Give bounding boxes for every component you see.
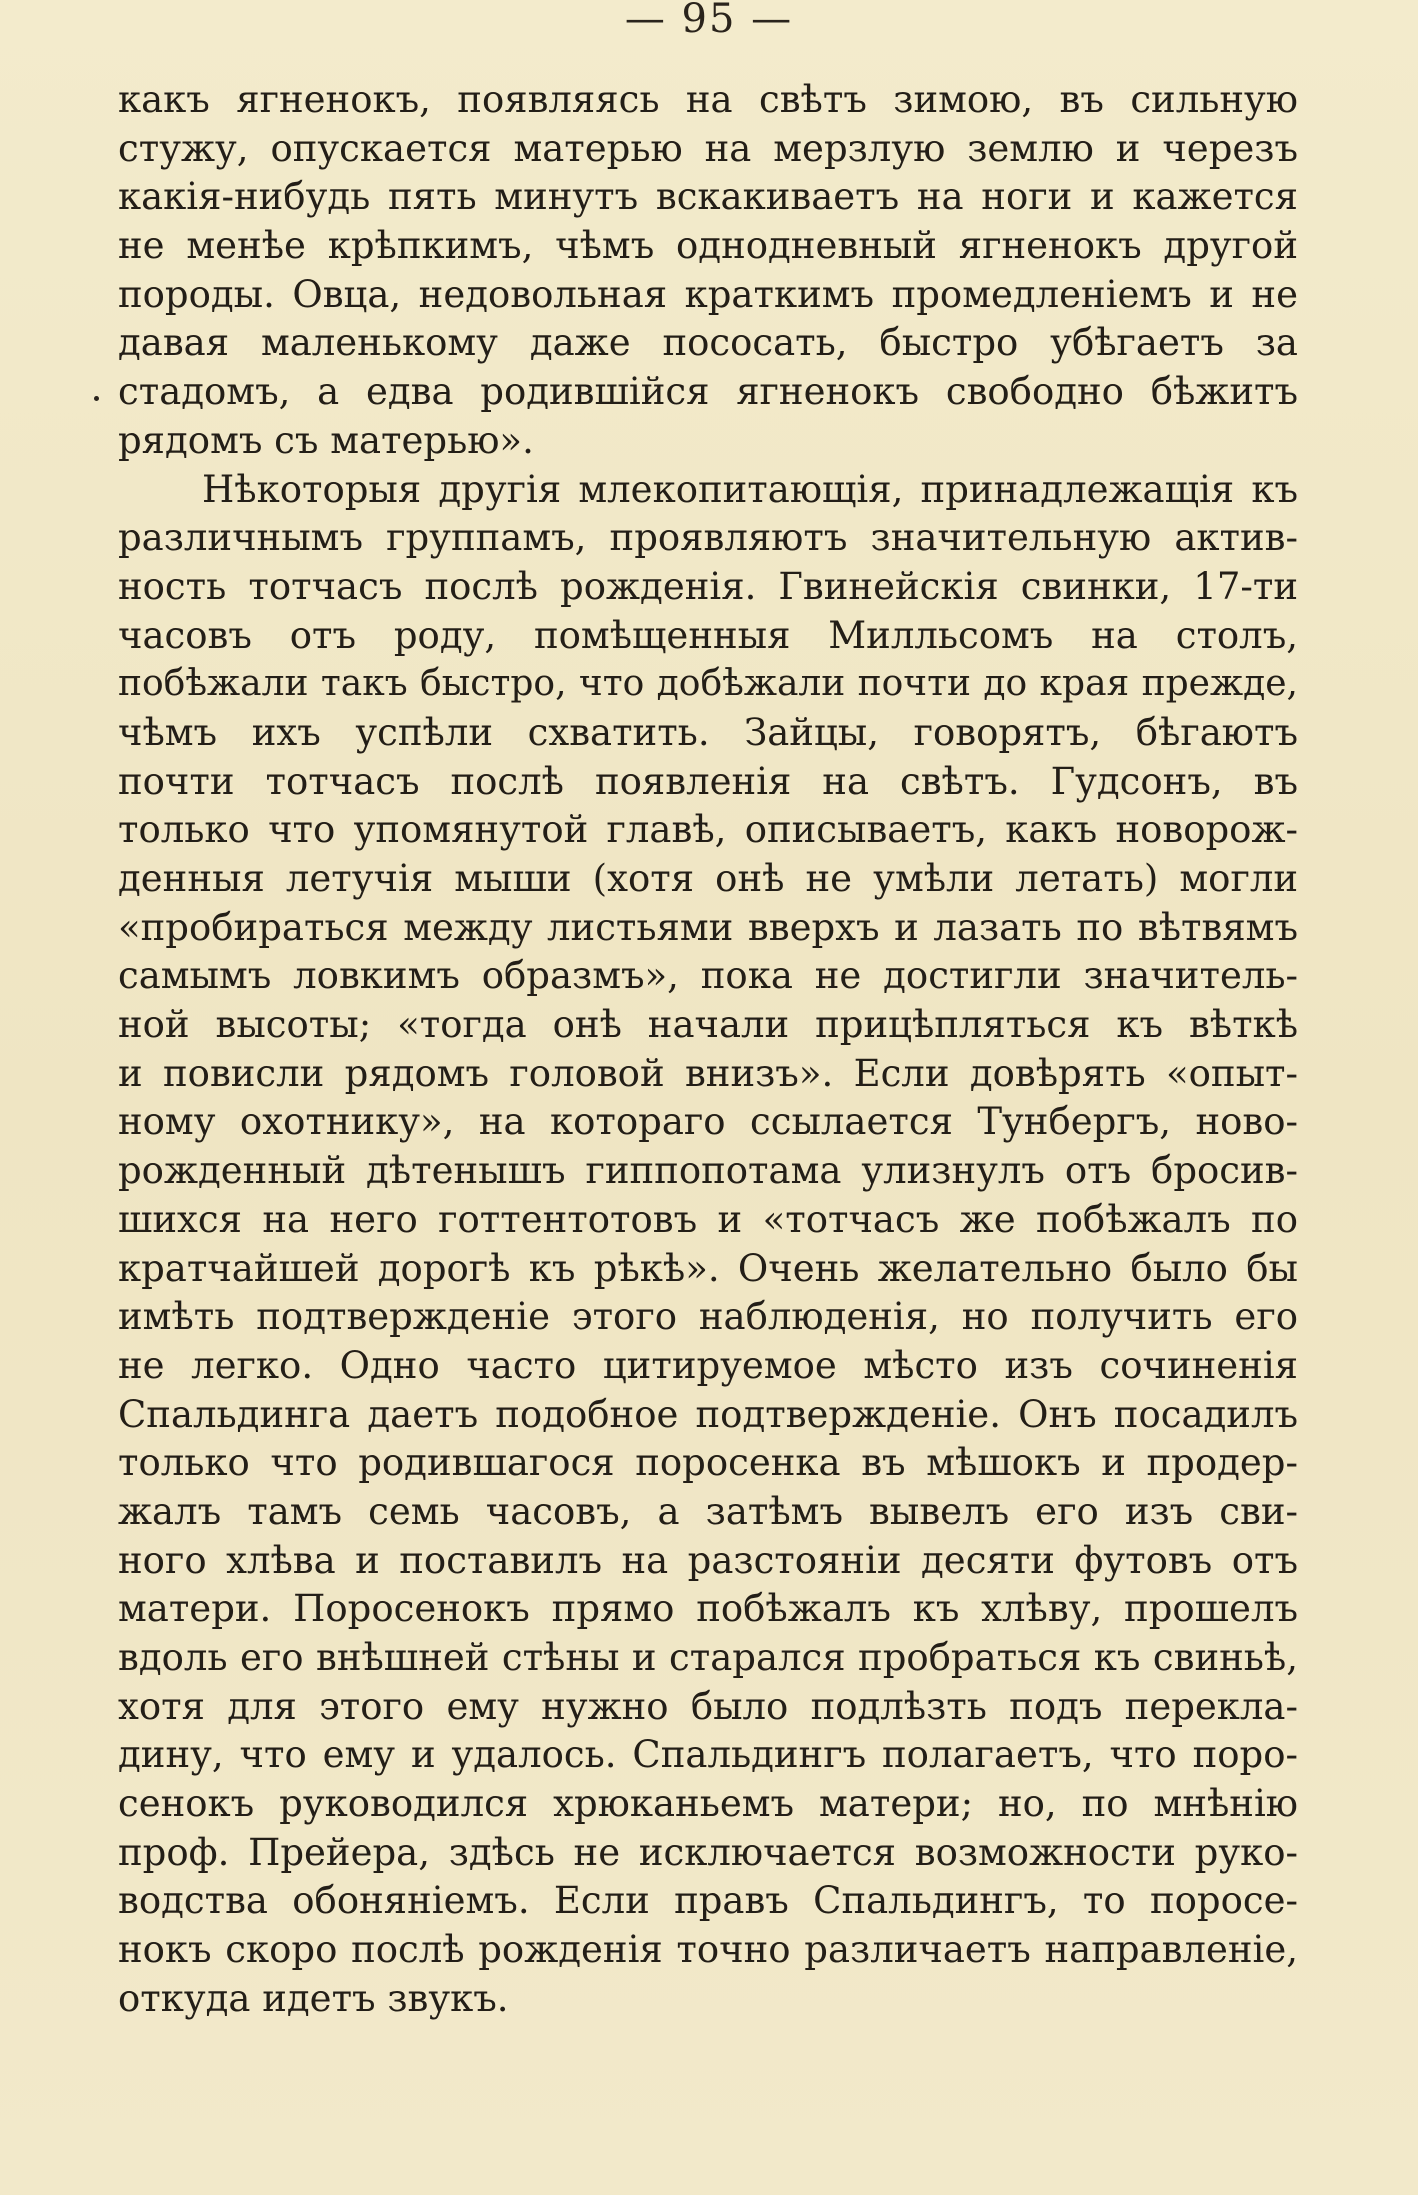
text-line: какъ ягненокъ, появляясь на свѣтъ зимою, въ сильную (118, 78, 1298, 121)
text-line: сенокъ руководился хрюканьемъ матери; но, по мнѣнію (118, 1782, 1298, 1826)
text-line: денныя летучія мыши (хотя онѣ не умѣли летать) могли (118, 857, 1298, 900)
text-line: Спальдинга даетъ подобное подтвержденіе. Онъ посадилъ (118, 1392, 1298, 1436)
text-line: только что родившагося поросенка въ мѣшокъ и продер- (118, 1441, 1298, 1485)
text-line: вдоль его внѣшней стѣны и старался пробраться къ свиньѣ, (118, 1636, 1298, 1679)
text-line: ность тотчасъ послѣ рожденія. Гвинейскія свинки, 17-ти (118, 564, 1298, 608)
text-line: хотя для этого ему нужно было подлѣзть подъ перекла- (118, 1684, 1298, 1728)
text-line: дину, что ему и удалось. Спальдингъ полагаетъ, что поро- (118, 1733, 1298, 1777)
text-line: «пробираться между листьями вверхъ и лазать по вѣтвямъ (118, 905, 1298, 949)
text-line: не менѣе крѣпкимъ, чѣмъ однодневный ягненокъ другой (118, 224, 1298, 268)
text-line: ной высоты; «тогда онѣ начали прицѣпляться къ вѣткѣ (118, 1003, 1298, 1047)
text-line: проф. Прейера, здѣсь не исключается возможности руко- (118, 1830, 1298, 1874)
text-line: чѣмъ ихъ успѣли схватить. Зайцы, говорятъ, бѣгаютъ (118, 710, 1298, 754)
text-line: жалъ тамъ семь часовъ, а затѣмъ вывелъ его изъ сви- (118, 1489, 1298, 1533)
text-line: имѣть подтвержденіе этого наблюденія, но получить его (118, 1295, 1298, 1339)
text-line: и повисли рядомъ головой внизъ». Если довѣрять «опыт- (118, 1051, 1298, 1095)
paragraph (118, 466, 1298, 2024)
text-line: рожденный дѣтенышъ гиппопотама улизнулъ отъ бросив- (118, 1149, 1298, 1193)
body-text (118, 76, 1298, 2024)
paragraph (118, 76, 1298, 466)
text-line: не легко. Одно часто цитируемое мѣсто изъ сочиненія (118, 1343, 1298, 1387)
text-line: почти тотчасъ послѣ появленія на свѣтъ. Гудсонъ, въ (118, 759, 1298, 803)
text-line: стужу, опускается матерью на мерзлую землю и черезъ (118, 126, 1298, 170)
text-line: различнымъ группамъ, проявляютъ значительную актив- (118, 516, 1298, 560)
text-line: какія-нибудь пять минутъ вскакиваетъ на ноги и кажется (118, 175, 1298, 219)
page-number: — 95 — (624, 0, 794, 42)
text-line: рядомъ съ матерью». (118, 418, 534, 462)
text-line: давая маленькому даже пососать, быстро убѣгаетъ за (118, 321, 1298, 365)
text-line: нокъ скоро послѣ рожденія точно различаетъ направленіе, (118, 1928, 1298, 1972)
text-line: только что упомянутой главѣ, описываетъ, какъ новорож- (118, 808, 1298, 852)
text-line: побѣжали такъ быстро, что добѣжали почти до края прежде, (118, 663, 1298, 705)
text-line: ного хлѣва и поставилъ на разстояніи десяти футовъ отъ (118, 1538, 1298, 1582)
text-line: стадомъ, а едва родившійся ягненокъ свободно бѣжитъ (118, 370, 1298, 414)
text-line: шихся на него готтентотовъ и «тотчасъ же побѣжалъ по (118, 1197, 1298, 1241)
margin-mark (94, 396, 99, 401)
text-line: водства обоняніемъ. Если правъ Спальдингъ, то поросе- (118, 1879, 1298, 1923)
text-line: часовъ отъ роду, помѣщенныя Милльсомъ на столъ, (118, 613, 1298, 657)
text-line: породы. Овца, недовольная краткимъ промедленіемъ и не (118, 272, 1298, 316)
text-line: Нѣкоторыя другія млекопитающія, принадлежащія къ (202, 467, 1298, 511)
text-line: ному охотнику», на котораго ссылается Тунбергъ, ново- (118, 1100, 1298, 1144)
text-line: матери. Поросенокъ прямо побѣжалъ къ хлѣву, прошелъ (118, 1587, 1298, 1631)
text-line: откуда идетъ звукъ. (118, 1976, 509, 2020)
text-line: кратчайшей дорогѣ къ рѣкѣ». Очень желательно было бы (118, 1246, 1298, 1290)
text-line: самымъ ловкимъ образмъ», пока не достигли значитель- (118, 954, 1298, 998)
